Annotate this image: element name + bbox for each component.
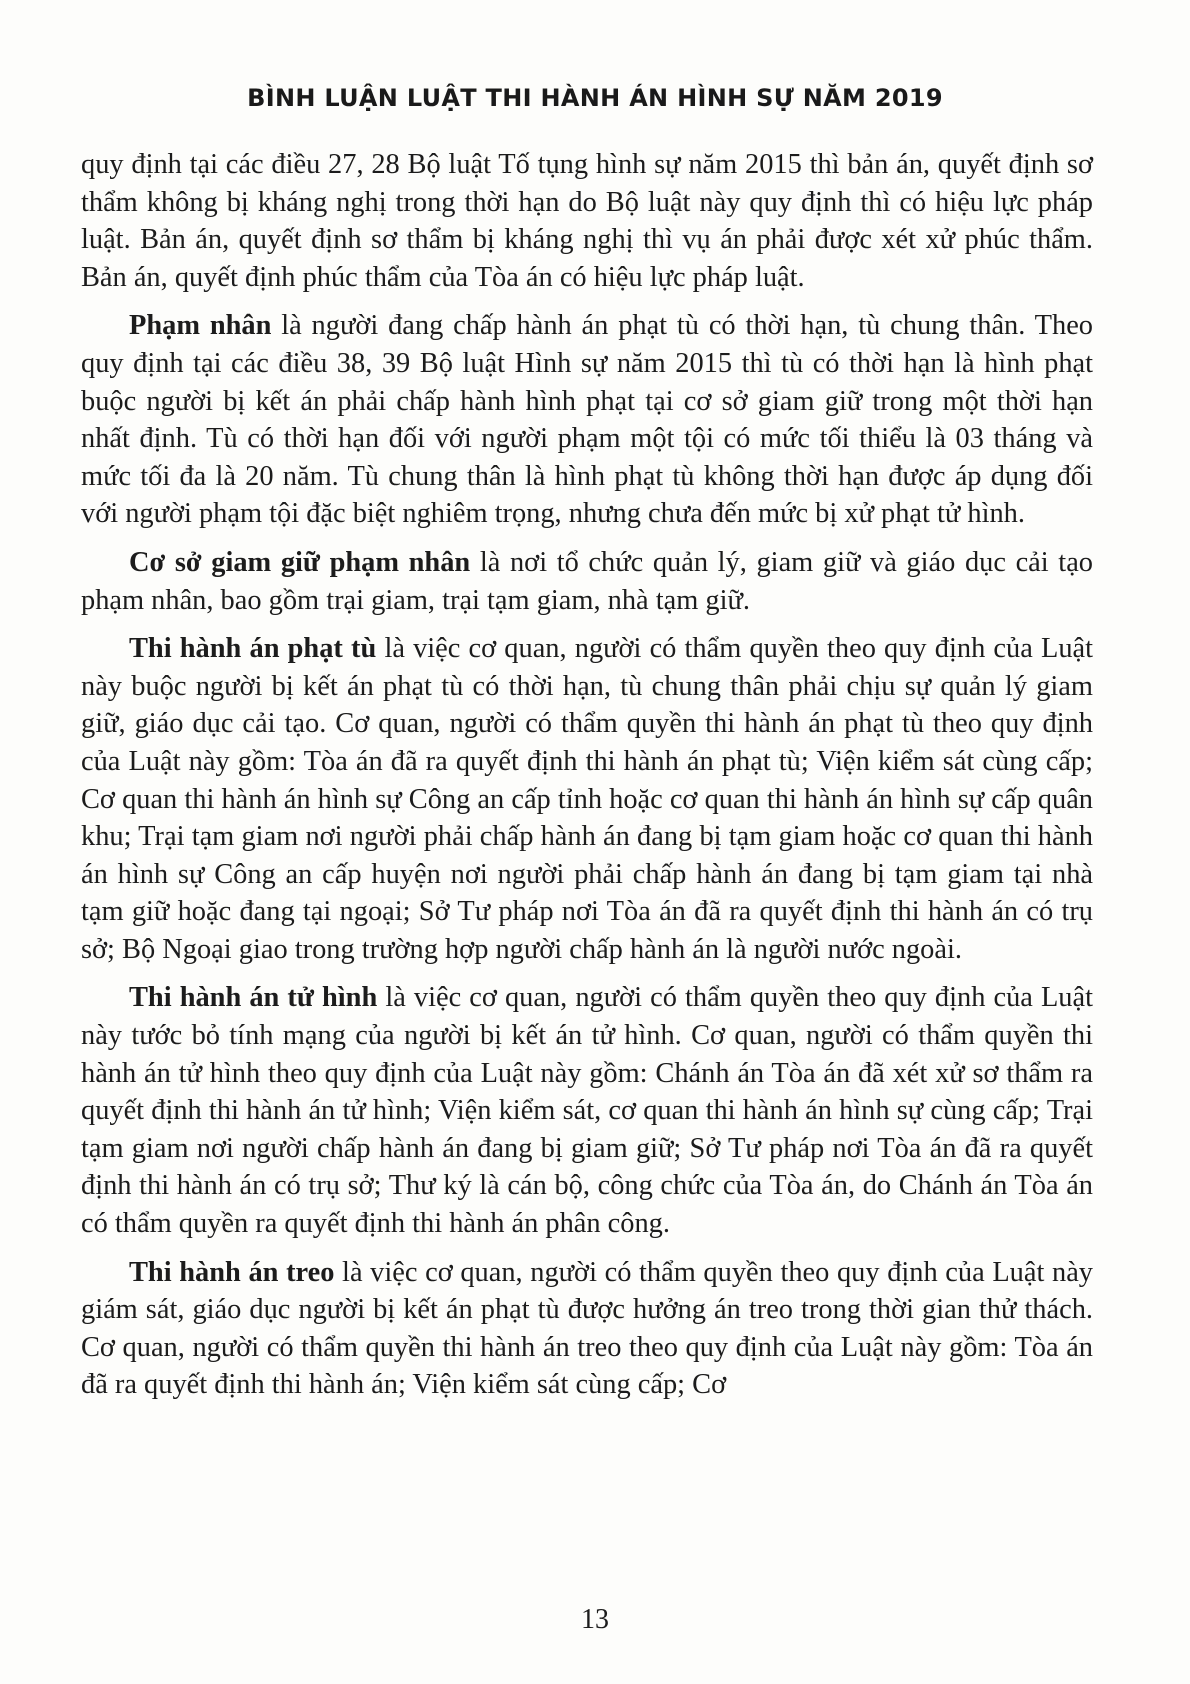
defined-term: Phạm nhân bbox=[129, 310, 272, 342]
defined-term: Thi hành án tử hình bbox=[129, 982, 378, 1014]
body-text bbox=[81, 146, 1093, 1415]
paragraph-text: là việc cơ quan, người có thẩm quyền theo quy định của Luật này giám sát, giáo dục người bị kết án phạt tù được hưởng án treo trong thời gian thử thách. Cơ quan, người có thẩm quyền thi hành án treo theo quy định của Luật này gồm: Tòa án đã ra quyết định thi hành án; Viện kiểm sát cùng cấp; Cơ bbox=[81, 1256, 1093, 1401]
paragraph-text: là việc cơ quan, người có thẩm quyền theo quy định của Luật này buộc người bị kết án phạt tù có thời hạn, tù chung thân phải chịu sự quản lý giam giữ, giáo dục cải tạo. Cơ quan, người có thẩm quyền thi hành án phạt tù theo quy định của Luật này gồm: Tòa án đã ra quyết định thi hành án phạt tù; Viện kiểm sát cùng cấp; Cơ quan thi hành án hình sự Công an cấp tỉnh hoặc cơ quan thi hành án hình sự cấp quân khu; Trại tạm giam nơi người phải chấp hành án đang bị tạm giam hoặc cơ quan thi hành án hình sự Công an cấp huyện nơi người phải chấp hành án đang bị tạm giam tại nhà tạm giữ hoặc đang tại ngoại; Sở Tư pháp nơi Tòa án đã ra quyết định thi hành án có trụ sở; Bộ Ngoại giao trong trường hợp người chấp hành án là người nước ngoài. bbox=[81, 633, 1094, 965]
paragraph-pham-nhan bbox=[81, 307, 1093, 533]
paragraph-thi-hanh-an-phat-tu bbox=[81, 630, 1093, 968]
paragraph-text: quy định tại các điều 27, 28 Bộ luật Tố tụng hình sự năm 2015 thì bản án, quyết định sơ thẩm không bị kháng nghị trong thời hạn do Bộ luật này quy định thì có hiệu lực pháp luật. Bản án, quyết định sơ thẩm bị kháng nghị thì vụ án phải được xét xử phúc thẩm. Bản án, quyết định phúc thẩm của Tòa án có hiệu lực pháp luật. bbox=[81, 149, 1093, 293]
paragraph-text: là việc cơ quan, người có thẩm quyền theo quy định của Luật này tước bỏ tính mạng của người bị kết án tử hình. Cơ quan, người có thẩm quyền thi hành án tử hình theo quy định của Luật này gồm: Chánh án Tòa án đã xét xử sơ thẩm ra quyết định thi hành án tử hình; Viện kiểm sát, cơ quan thi hành án hình sự cùng cấp; Trại tạm giam nơi người chấp hành án đang bị giam giữ; Sở Tư pháp nơi Tòa án đã ra quyết định thi hành án có trụ sở; Thư ký là cán bộ, công chức của Tòa án, do Chánh án Tòa án có thẩm quyền ra quyết định thi hành án phân công. bbox=[81, 982, 1093, 1240]
running-header-title: BÌNH LUẬN LUẬT THI HÀNH ÁN HÌNH SỰ NĂM 2019 bbox=[247, 84, 943, 112]
paragraph-continuation bbox=[81, 146, 1093, 296]
defined-term: Thi hành án treo bbox=[129, 1256, 335, 1288]
paragraph-text: là nơi tổ chức quản lý, giam giữ và giáo dục cải tạo phạm nhân, bao gồm trại giam, trại tạm giam, nhà tạm giữ. bbox=[81, 546, 1093, 616]
defined-term: Thi hành án phạt tù bbox=[129, 633, 377, 665]
defined-term: Cơ sở giam giữ phạm nhân bbox=[129, 546, 471, 578]
paragraph-thi-hanh-an-treo bbox=[81, 1254, 1093, 1404]
page-number: 13 bbox=[581, 1604, 609, 1635]
paragraph-text: là người đang chấp hành án phạt tù có thời hạn, tù chung thân. Theo quy định tại các điều 38, 39 Bộ luật Hình sự năm 2015 thì tù có thời hạn là hình phạt buộc người bị kết án phải chấp hành hình phạt tại cơ sở giam giữ trong một thời hạn nhất định. Tù có thời hạn đối với người phạm một tội có mức tối thiểu là 03 tháng và mức tối đa là 20 năm. Tù chung thân là hình phạt tù không thời hạn được áp dụng đối với người phạm tội đặc biệt nghiêm trọng, nhưng chưa đến mức bị xử phạt tử hình. bbox=[81, 310, 1094, 530]
paragraph-co-so-giam-giu bbox=[81, 544, 1093, 619]
paragraph-thi-hanh-an-tu-hinh bbox=[81, 979, 1093, 1242]
